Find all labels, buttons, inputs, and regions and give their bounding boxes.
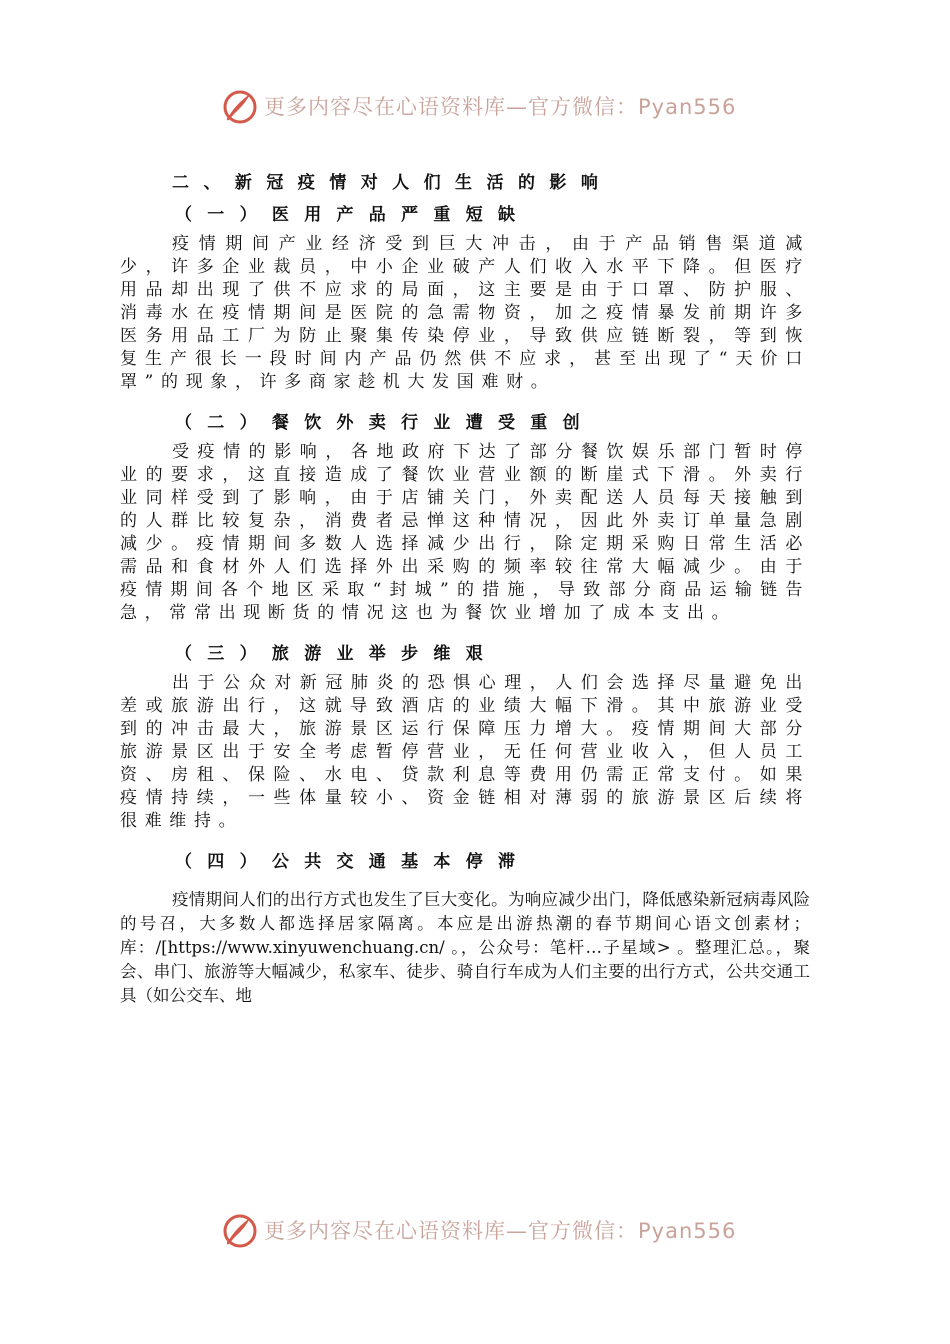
- paragraph-4: 疫情期间人们的出行方式也发生了巨大变化。为响应减少出门，降低感染新冠病毒风险的号召，大多数人都选择居家隔离。本应是出游热潮的春节期间心语文创素材；库：/[https://www.xinyuwenchuang.cn/ 。，公众号：笔杆…子星域> 。整理汇总。，聚会、串门、旅游等大幅减少，私家车、徒步、骑自行车成为人们主要的出行方式，公共交通工具（如公交车、地: [120, 890, 810, 1005]
- subsection-heading-4: （四）公共交通基本停滞: [175, 852, 531, 872]
- footer-watermark-banner: [220, 1208, 740, 1252]
- subsection-heading-1: （一）医用产品严重短缺: [175, 205, 531, 225]
- watermark-text: 更多内容尽在心语资料库—官方微信：Pyan556: [264, 1219, 737, 1243]
- section-title: 二、新冠疫情对人们生活的影响: [172, 173, 613, 193]
- subsection-heading-2: （二）餐饮外卖行业遭受重创: [175, 413, 595, 433]
- paragraph-1: 疫情期间产业经济受到巨大冲击，由于产品销售渠道减少，许多企业裁员，中小企业破产人们收入水平下降。但医疗用品却出现了供不应求的局面，这主要是由于口罩、防护服、消毒水在疫情期间是医院的急需物资，加之疫情暴发前期许多医务用品工厂为防止聚集传染停业，导致供应链断裂，等到恢复生产很长一段时间内产品仍然供不应求，甚至出现了“天价口罩”的现象，许多商家趁机大发国难财。: [120, 234, 810, 392]
- subsection-heading-3: （三）旅游业举步维艰: [175, 644, 498, 664]
- paragraph-3: 出于公众对新冠肺炎的恐惧心理，人们会选择尽量避免出差或旅游出行，这就导致酒店的业绩大幅下滑。其中旅游业受到的冲击最大，旅游景区运行保障压力增大。疫情期间大部分旅游景区出于安全考虑暂停营业，无任何营业收入，但人员工资、房租、保险、水电、贷款利息等费用仍需正常支付。如果疫情持续，一些体量较小、资金链相对薄弱的旅游景区后续将很难维持。: [120, 673, 810, 831]
- paragraph-2: 受疫情的影响，各地政府下达了部分餐饮娱乐部门暂时停业的要求，这直接造成了餐饮业营业额的断崖式下滑。外卖行业同样受到了影响，由于店铺关门，外卖配送人员每天接触到的人群比较复杂，消费者忌惮这种情况，因此外卖订单量急剧减少。疫情期间多数人选择减少出行，除定期采购日常生活必需品和食材外人们选择外出采购的频率较往常大幅减少。由于疫情期间各个地区采取“封城”的措施，导致部分商品运输链告急，常常出现断货的情况这也为餐饮业增加了成本支出。: [120, 442, 810, 623]
- brush-logo-icon: [220, 86, 260, 126]
- watermark-text: 更多内容尽在心语资料库—官方微信：Pyan556: [264, 95, 737, 119]
- header-watermark-banner: [220, 84, 740, 128]
- brush-logo-icon: [220, 1210, 260, 1250]
- document-body: [120, 168, 810, 1020]
